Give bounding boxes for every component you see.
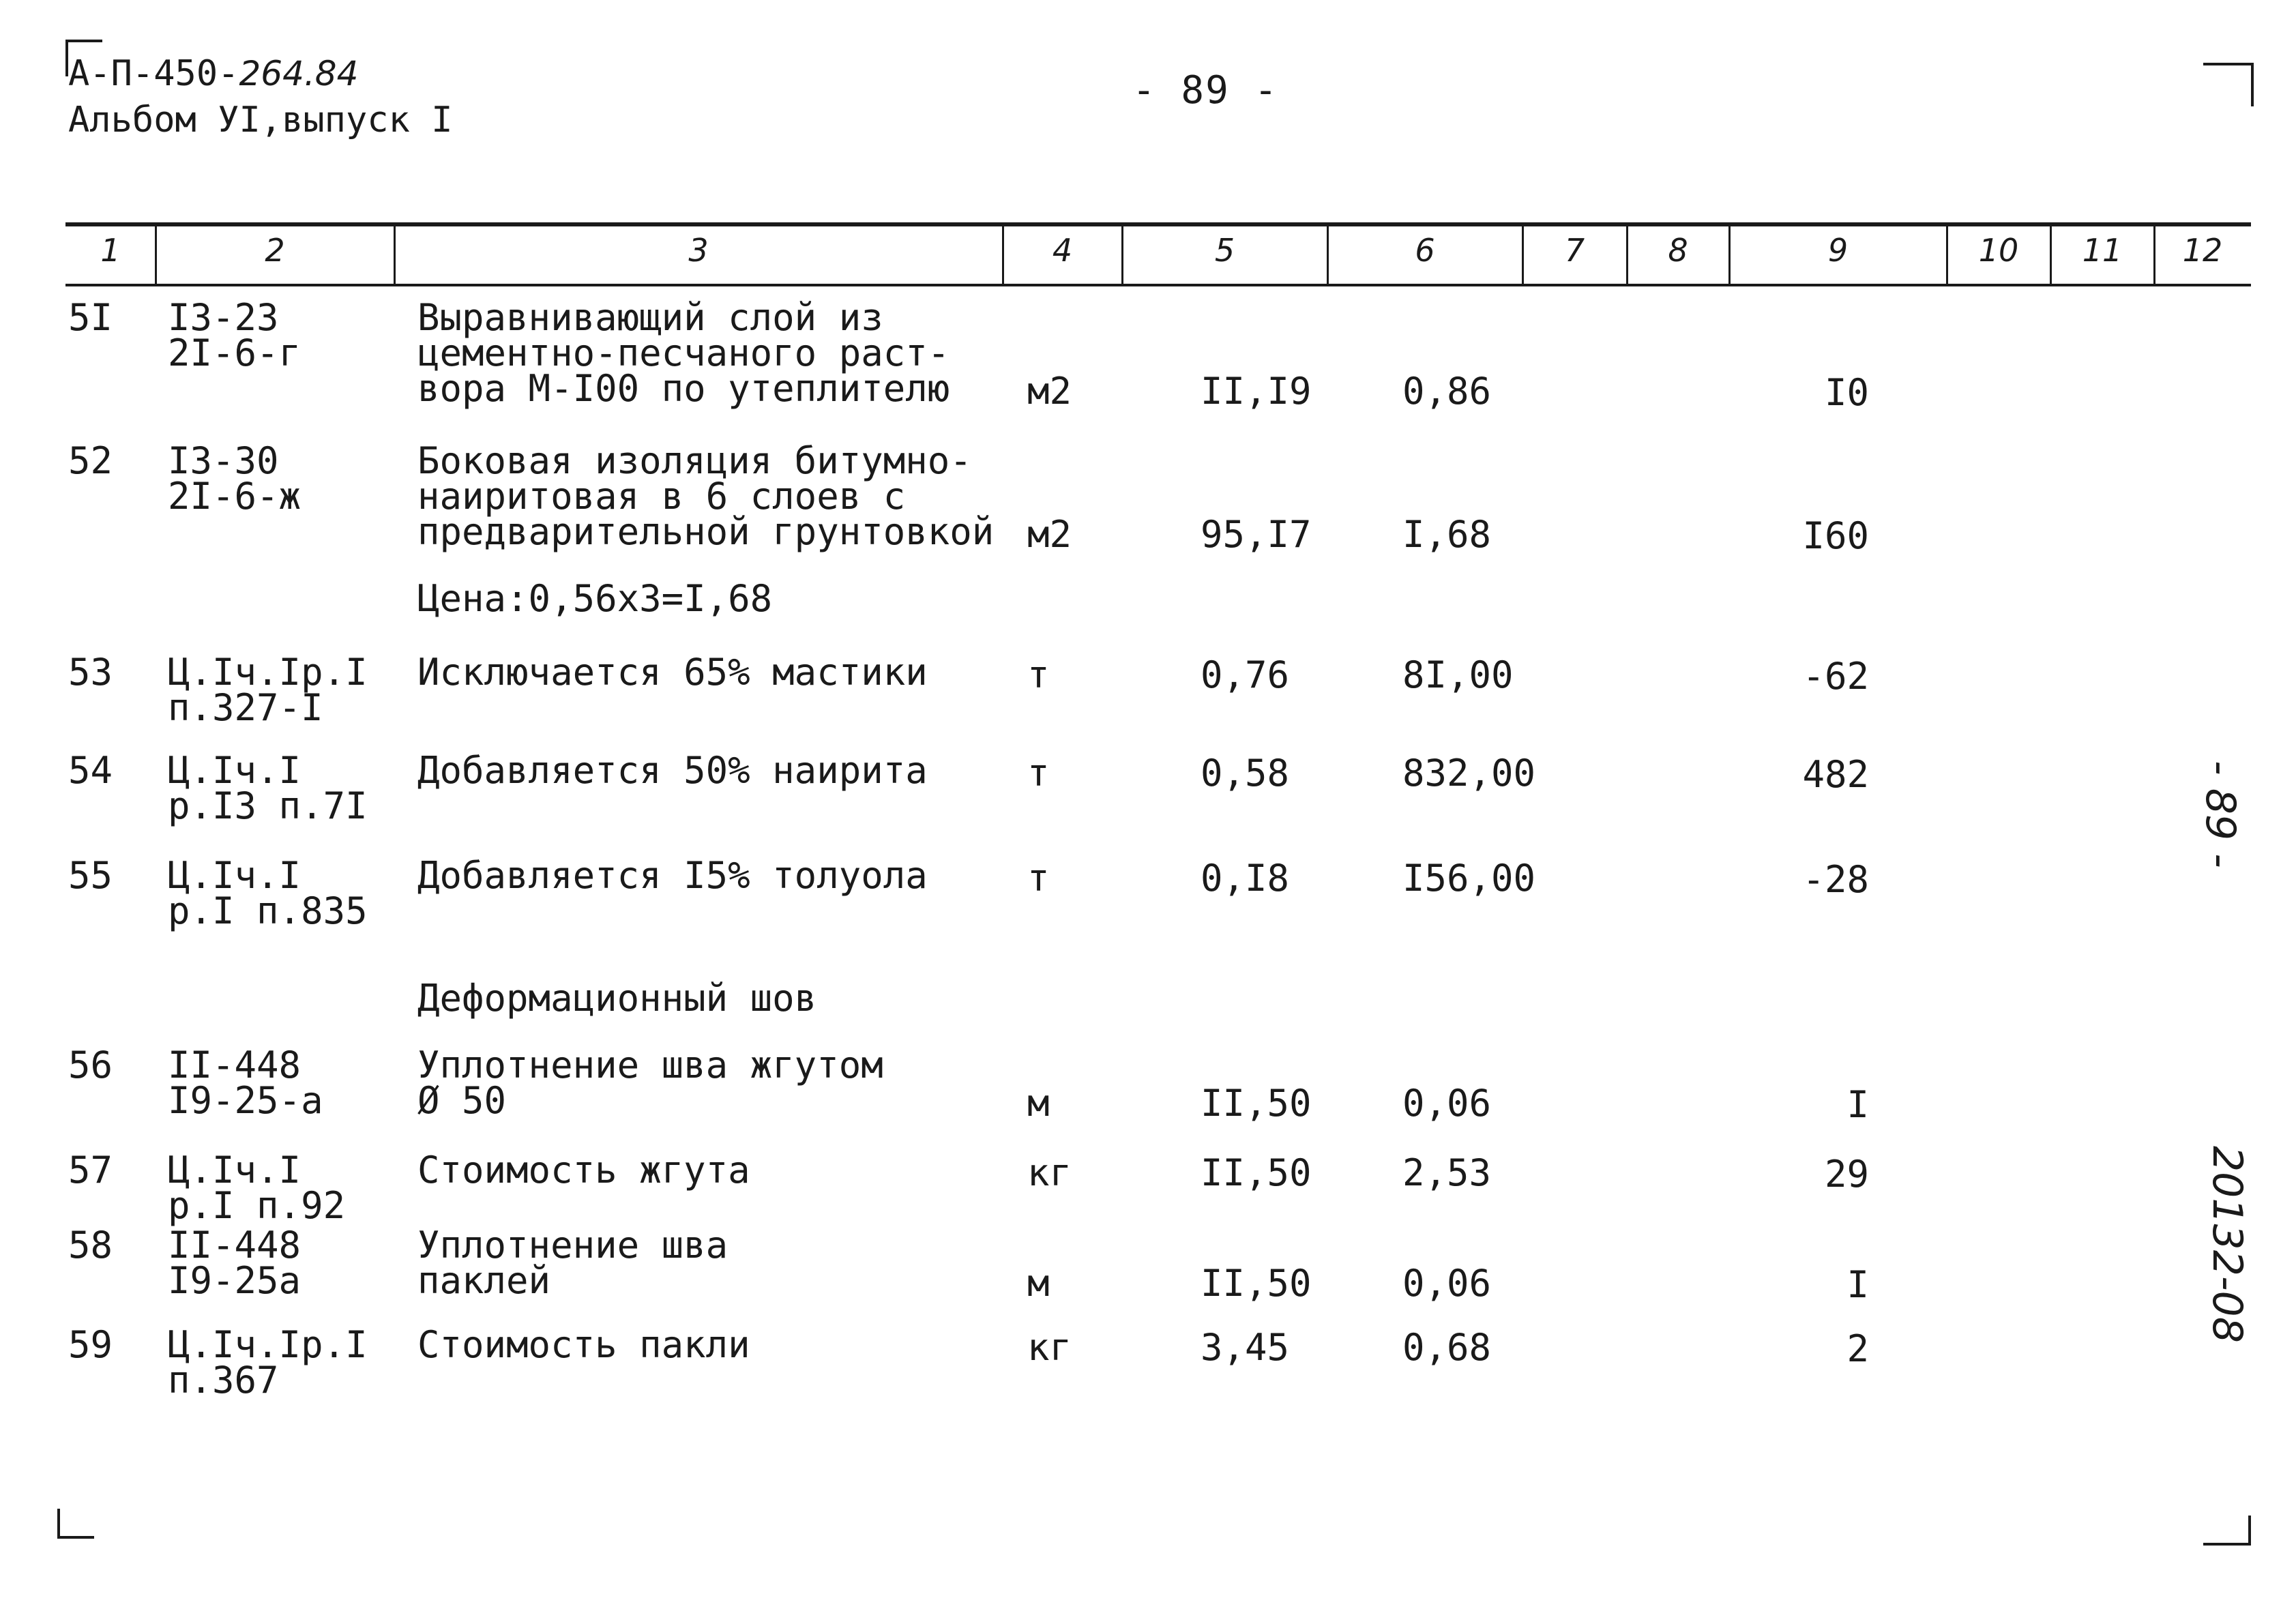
row-number: 5I — [68, 296, 113, 339]
work-description: Стоимость пакли — [417, 1323, 750, 1366]
row-number: 52 — [68, 439, 113, 482]
total-cost: -62 — [1802, 655, 1869, 698]
unit-of-measure: т — [1027, 857, 1050, 900]
column-number: 4 — [1052, 232, 1073, 269]
total-cost: -28 — [1802, 858, 1869, 901]
unit-of-measure: кг — [1027, 1151, 1072, 1194]
album-label: Альбом УI,выпуск I — [68, 100, 453, 141]
document-code — [68, 53, 358, 94]
norm-code: I3-30 2I-6-ж — [168, 439, 301, 518]
unit-of-measure: м — [1027, 1262, 1050, 1305]
unit-price: 8I,00 — [1402, 653, 1514, 696]
unit-price: 0,68 — [1402, 1326, 1492, 1369]
column-number: 9 — [1827, 232, 1849, 269]
quantity: 3,45 — [1201, 1326, 1290, 1369]
column-number: 10 — [1978, 232, 2019, 269]
total-cost: I — [1846, 1263, 1869, 1306]
unit-of-measure: м2 — [1027, 513, 1072, 556]
work-description: Цена:0,56х3=I,68 — [417, 577, 773, 620]
norm-code: I3-23 2I-6-г — [168, 296, 301, 374]
quantity: 0,76 — [1201, 653, 1290, 696]
norm-code: Ц.Iч.Iр.I п.367 — [168, 1323, 368, 1402]
work-description: Уплотнение шва жгутом Ø 50 — [417, 1044, 883, 1122]
norm-code: II-448 I9-25а — [168, 1224, 301, 1302]
quantity: 95,I7 — [1201, 513, 1312, 556]
unit-of-measure: м2 — [1027, 370, 1072, 413]
unit-price: 0,06 — [1402, 1082, 1492, 1125]
document-code-handwritten: 264.84 — [239, 54, 359, 93]
unit-of-measure: т — [1027, 752, 1050, 795]
unit-of-measure: м — [1027, 1082, 1050, 1125]
quantity: II,50 — [1201, 1151, 1312, 1194]
total-cost: 29 — [1824, 1153, 1869, 1196]
unit-price: 0,86 — [1402, 370, 1492, 413]
row-number: 53 — [68, 651, 113, 694]
work-description: Деформационный шов — [417, 977, 817, 1020]
total-cost: I60 — [1802, 514, 1869, 557]
unit-price: I56,00 — [1402, 857, 1536, 900]
unit-price: 0,06 — [1402, 1262, 1492, 1305]
row-number: 59 — [68, 1323, 113, 1366]
norm-code: Ц.Iч.Iр.I п.327-I — [168, 651, 368, 729]
unit-of-measure: т — [1027, 653, 1050, 696]
work-description: Выравнивающий слой из цементно-песчаного раст- вора М-I00 по утеплителю — [417, 296, 950, 410]
row-number: 57 — [68, 1149, 113, 1192]
column-number: 6 — [1415, 232, 1435, 269]
quantity: II,50 — [1201, 1082, 1312, 1125]
column-number: 3 — [688, 232, 709, 269]
row-number: 58 — [68, 1224, 113, 1267]
corner-mark-top-right — [2203, 63, 2254, 106]
norm-code: Ц.Iч.I р.I п.92 — [168, 1149, 346, 1227]
total-cost: I0 — [1824, 371, 1869, 414]
total-cost: 482 — [1802, 753, 1869, 796]
column-number: 2 — [265, 232, 285, 269]
work-description: Исключается 65% мастики — [417, 651, 928, 694]
unit-price: 2,53 — [1402, 1151, 1492, 1194]
quantity: 0,I8 — [1201, 857, 1290, 900]
column-number: 11 — [2082, 232, 2123, 269]
row-number: 56 — [68, 1044, 113, 1087]
norm-code: II-448 I9-25-а — [168, 1044, 323, 1122]
work-description: Стоимость жгута — [417, 1149, 750, 1192]
norm-code: Ц.Iч.I р.I3 п.7I — [168, 749, 368, 827]
column-number: 5 — [1214, 232, 1235, 269]
unit-price: 832,00 — [1402, 752, 1536, 795]
corner-mark-bottom-left — [57, 1509, 94, 1539]
work-description: Уплотнение шва паклей — [417, 1224, 728, 1302]
corner-mark-bottom-right — [2203, 1516, 2251, 1546]
total-cost: I — [1846, 1083, 1869, 1126]
column-number: 8 — [1668, 232, 1688, 269]
total-cost: 2 — [1846, 1327, 1869, 1370]
norm-code: Ц.Iч.I р.I п.835 — [168, 854, 368, 932]
column-number: 7 — [1564, 232, 1585, 269]
side-sheet-code: 20132-08 — [2203, 1146, 2251, 1343]
column-number: 1 — [100, 232, 121, 269]
row-number: 54 — [68, 749, 113, 792]
quantity: II,50 — [1201, 1262, 1312, 1305]
work-description: Добавляется I5% толуола — [417, 854, 928, 897]
quantity: 0,58 — [1201, 752, 1290, 795]
column-number: 12 — [2182, 232, 2223, 269]
side-page-mark: - 89 - — [2196, 760, 2244, 868]
work-description: Боковая изоляция битумно- наиритовая в 6 слоев с предварительной грунтовкой — [417, 439, 995, 553]
page-number: - 89 - — [1132, 68, 1279, 113]
work-description: Добавляется 50% наирита — [417, 749, 928, 792]
document-code-print: А-П-450- — [68, 53, 239, 94]
unit-price: I,68 — [1402, 513, 1492, 556]
unit-of-measure: кг — [1027, 1326, 1072, 1369]
quantity: II,I9 — [1201, 370, 1312, 413]
row-number: 55 — [68, 854, 113, 897]
